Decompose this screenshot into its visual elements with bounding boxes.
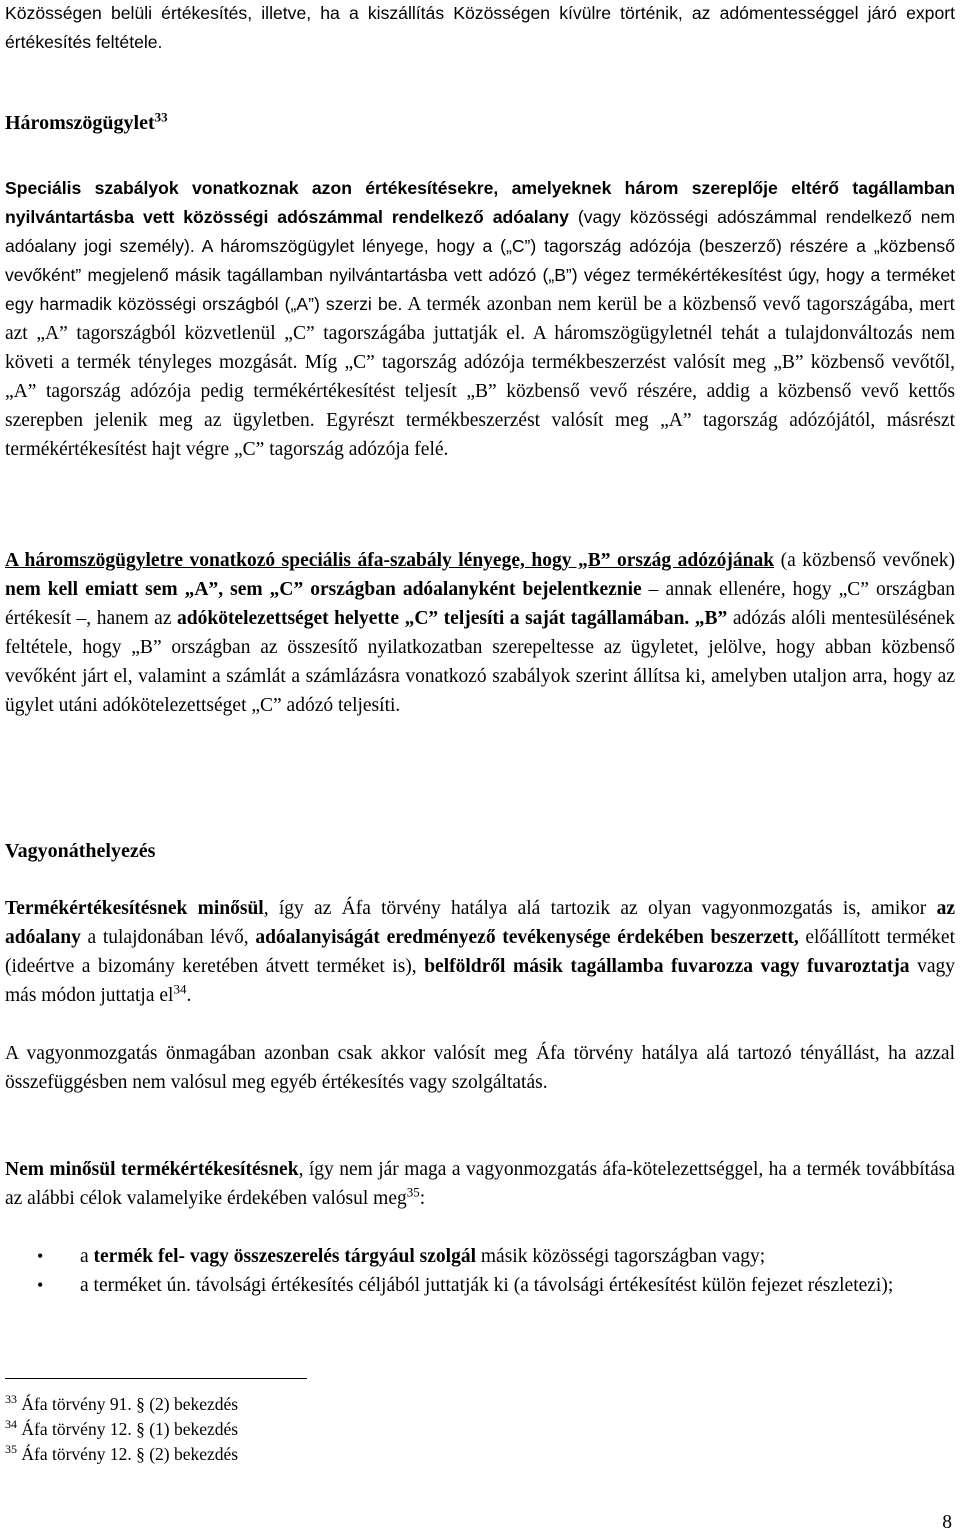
text-span: . <box>186 985 192 1006</box>
text-span: a tulajdonában lévő, <box>80 927 256 948</box>
text-span: a terméket ún. távolsági értékesítés céljából juttatják ki (a távolsági értékesítést külön fejezet részletezi); <box>80 1275 894 1296</box>
bullet-icon: • <box>37 1275 44 1295</box>
footnote-number: 34 <box>5 1417 17 1432</box>
footnote-text: Áfa törvény 12. § (2) bekezdés <box>21 1444 239 1464</box>
footnotes <box>5 1392 238 1467</box>
section-heading-vagyonathelyezes <box>5 840 155 863</box>
text-span: – annak ellenére, hogy „C” országban értékesít –, hanem az <box>5 579 955 629</box>
text-span: , így nem jár maga a vagyonmozgatás áfa-kötelezettséggel, ha a termék továbbítása az alábbi célok valamelyike érdekében valósul meg <box>5 1159 955 1209</box>
bullet-icon: • <box>37 1246 44 1266</box>
bold-text: Termékértékesítésnek minősül <box>5 898 264 919</box>
heading-text: Háromszögügylet <box>5 112 155 134</box>
bold-text: termék fel- vagy összeszerelés tárgyául szolgál <box>93 1246 477 1267</box>
bold-text: Nem minősül termékértékesítésnek <box>5 1159 299 1180</box>
footnote-item <box>5 1417 238 1442</box>
text-span: a <box>80 1246 94 1267</box>
text-span: (vagy közösségi adószámmal rendelkező nem adóalany jogi személy). <box>5 207 955 256</box>
bold-text: adóalanyiságát eredményező tevékenysége érdekében beszerzett, <box>255 927 799 948</box>
paragraph-vagyon-3 <box>5 1155 955 1213</box>
footnote-item <box>5 1392 238 1417</box>
bold-text: Speciális szabályok vonatkoznak azon értékesítésekre, amelyeknek három szereplője eltérő tagállamban nyilvántartásba vett közösségi adószámmal rendelkező adóalany <box>5 178 955 227</box>
list-item <box>5 1242 955 1271</box>
paragraph-vagyon-2 <box>5 1039 955 1097</box>
text-span: A háromszögügylet lényege, hogy a („C”) tagország adózója (beszerző) részére a „közbenső vevőként” megjelenő másik tagállamban nyilvántartásba vett adózó („B”) végez termékértékesítést úgy, hogy a terméket egy harmadik közösségi országból („A”) szerzi be. <box>5 236 955 314</box>
text-span: vagy más módon juttatja el <box>5 956 955 1006</box>
bullet-list <box>5 1242 955 1300</box>
text-span: előállított terméket (ideértve a bizomány keretében átvett terméket is), <box>5 927 955 977</box>
footnote-ref[interactable]: 34 <box>173 981 187 997</box>
paragraph-haromszog-1 <box>5 174 955 464</box>
text-span: : <box>419 1188 426 1209</box>
text-span: másik közösségi tagországban vagy; <box>476 1246 766 1267</box>
text-span: A vagyonmozgatás önmagában azonban csak akkor valósít meg Áfa törvény hatálya alá tartozó tényállást, ha azzal összefüggésben nem valósul meg egyéb értékesítés vagy szolgáltatás. <box>5 1043 955 1093</box>
text-span: adózás alóli mentesülésének feltétele, hogy „B” országban az összesítő nyilatkozatban szerepeltesse az ügyletet, jelölve, hogy abban közbenső vevőként járt el, valamint a számlát a számlázásra vonatkozó szabályok szerint állítsa ki, amelyben utaljon arra, hogy az ügylet utáni adókötelezettséget „C” adózó teljesíti. <box>5 608 956 716</box>
bold-text: belföldről másik tagállamba fuvarozza vagy fuvaroztatja <box>424 956 910 977</box>
paragraph-vagyon-1 <box>5 894 955 1010</box>
footnote-divider <box>5 1378 307 1379</box>
footnote-ref[interactable]: 35 <box>406 1184 420 1200</box>
footnote-item <box>5 1442 238 1467</box>
page-number: 8 <box>942 1512 952 1533</box>
text-span: (a közbenső vevőnek) <box>774 550 955 571</box>
bold-text: A háromszögügyletre vonatkozó speciális áfa-szabály lényege, hogy „B” ország adózójának <box>5 550 775 571</box>
bold-text: az adóalany <box>5 898 955 948</box>
text-span: A termék azonban nem kerül be a közbenső vevő tagországába, mert azt „A” tagországból közvetlenül „C” tagországába juttatják el. A háromszögügyletnél tehát a tulajdonváltozás nem követi a termék tényleges mozgását. Míg „C” tagország adózója termékbeszerzést valósít meg „B” közbenső vevőtől, „A” tagország adózója pedig termékértékesítést teljesít „B” közbenső vevő részére, addig a közbenső vevő kettős szerepben jelenik meg az ügyletben. Egyrészt termékbeszerzést valósít meg „A” tagország adózójától, másrészt termékértékesítést hajt végre „C” tagország adózója felé. <box>5 294 955 460</box>
footnote-text: Áfa törvény 12. § (1) bekezdés <box>21 1419 239 1439</box>
heading-text: Vagyonáthelyezés <box>5 840 156 862</box>
text-span: , így az Áfa törvény hatálya alá tartozik az olyan vagyonmozgatás is, amikor <box>263 898 937 919</box>
footnote-number: 35 <box>5 1442 17 1457</box>
intro-text: Közösségen belüli értékesítés, illetve, ha a kiszállítás Közösségen kívülre történik, az adómentességgel járó export értékesítés feltétele. <box>5 3 955 52</box>
footnote-number: 33 <box>5 1392 17 1407</box>
intro-paragraph <box>5 0 955 57</box>
paragraph-haromszog-2 <box>5 546 955 720</box>
footnote-text: Áfa törvény 91. § (2) bekezdés <box>21 1394 239 1414</box>
bold-text: nem kell emiatt sem „A”, sem „C” országban adóalanyként bejelentkeznie <box>5 579 642 600</box>
footnote-ref[interactable]: 33 <box>154 109 168 125</box>
section-heading-haromszogugylet <box>5 109 168 135</box>
bold-text: adókötelezettséget helyette „C” teljesíti a saját tagállamában. „B” <box>177 608 728 629</box>
list-item <box>5 1271 955 1300</box>
